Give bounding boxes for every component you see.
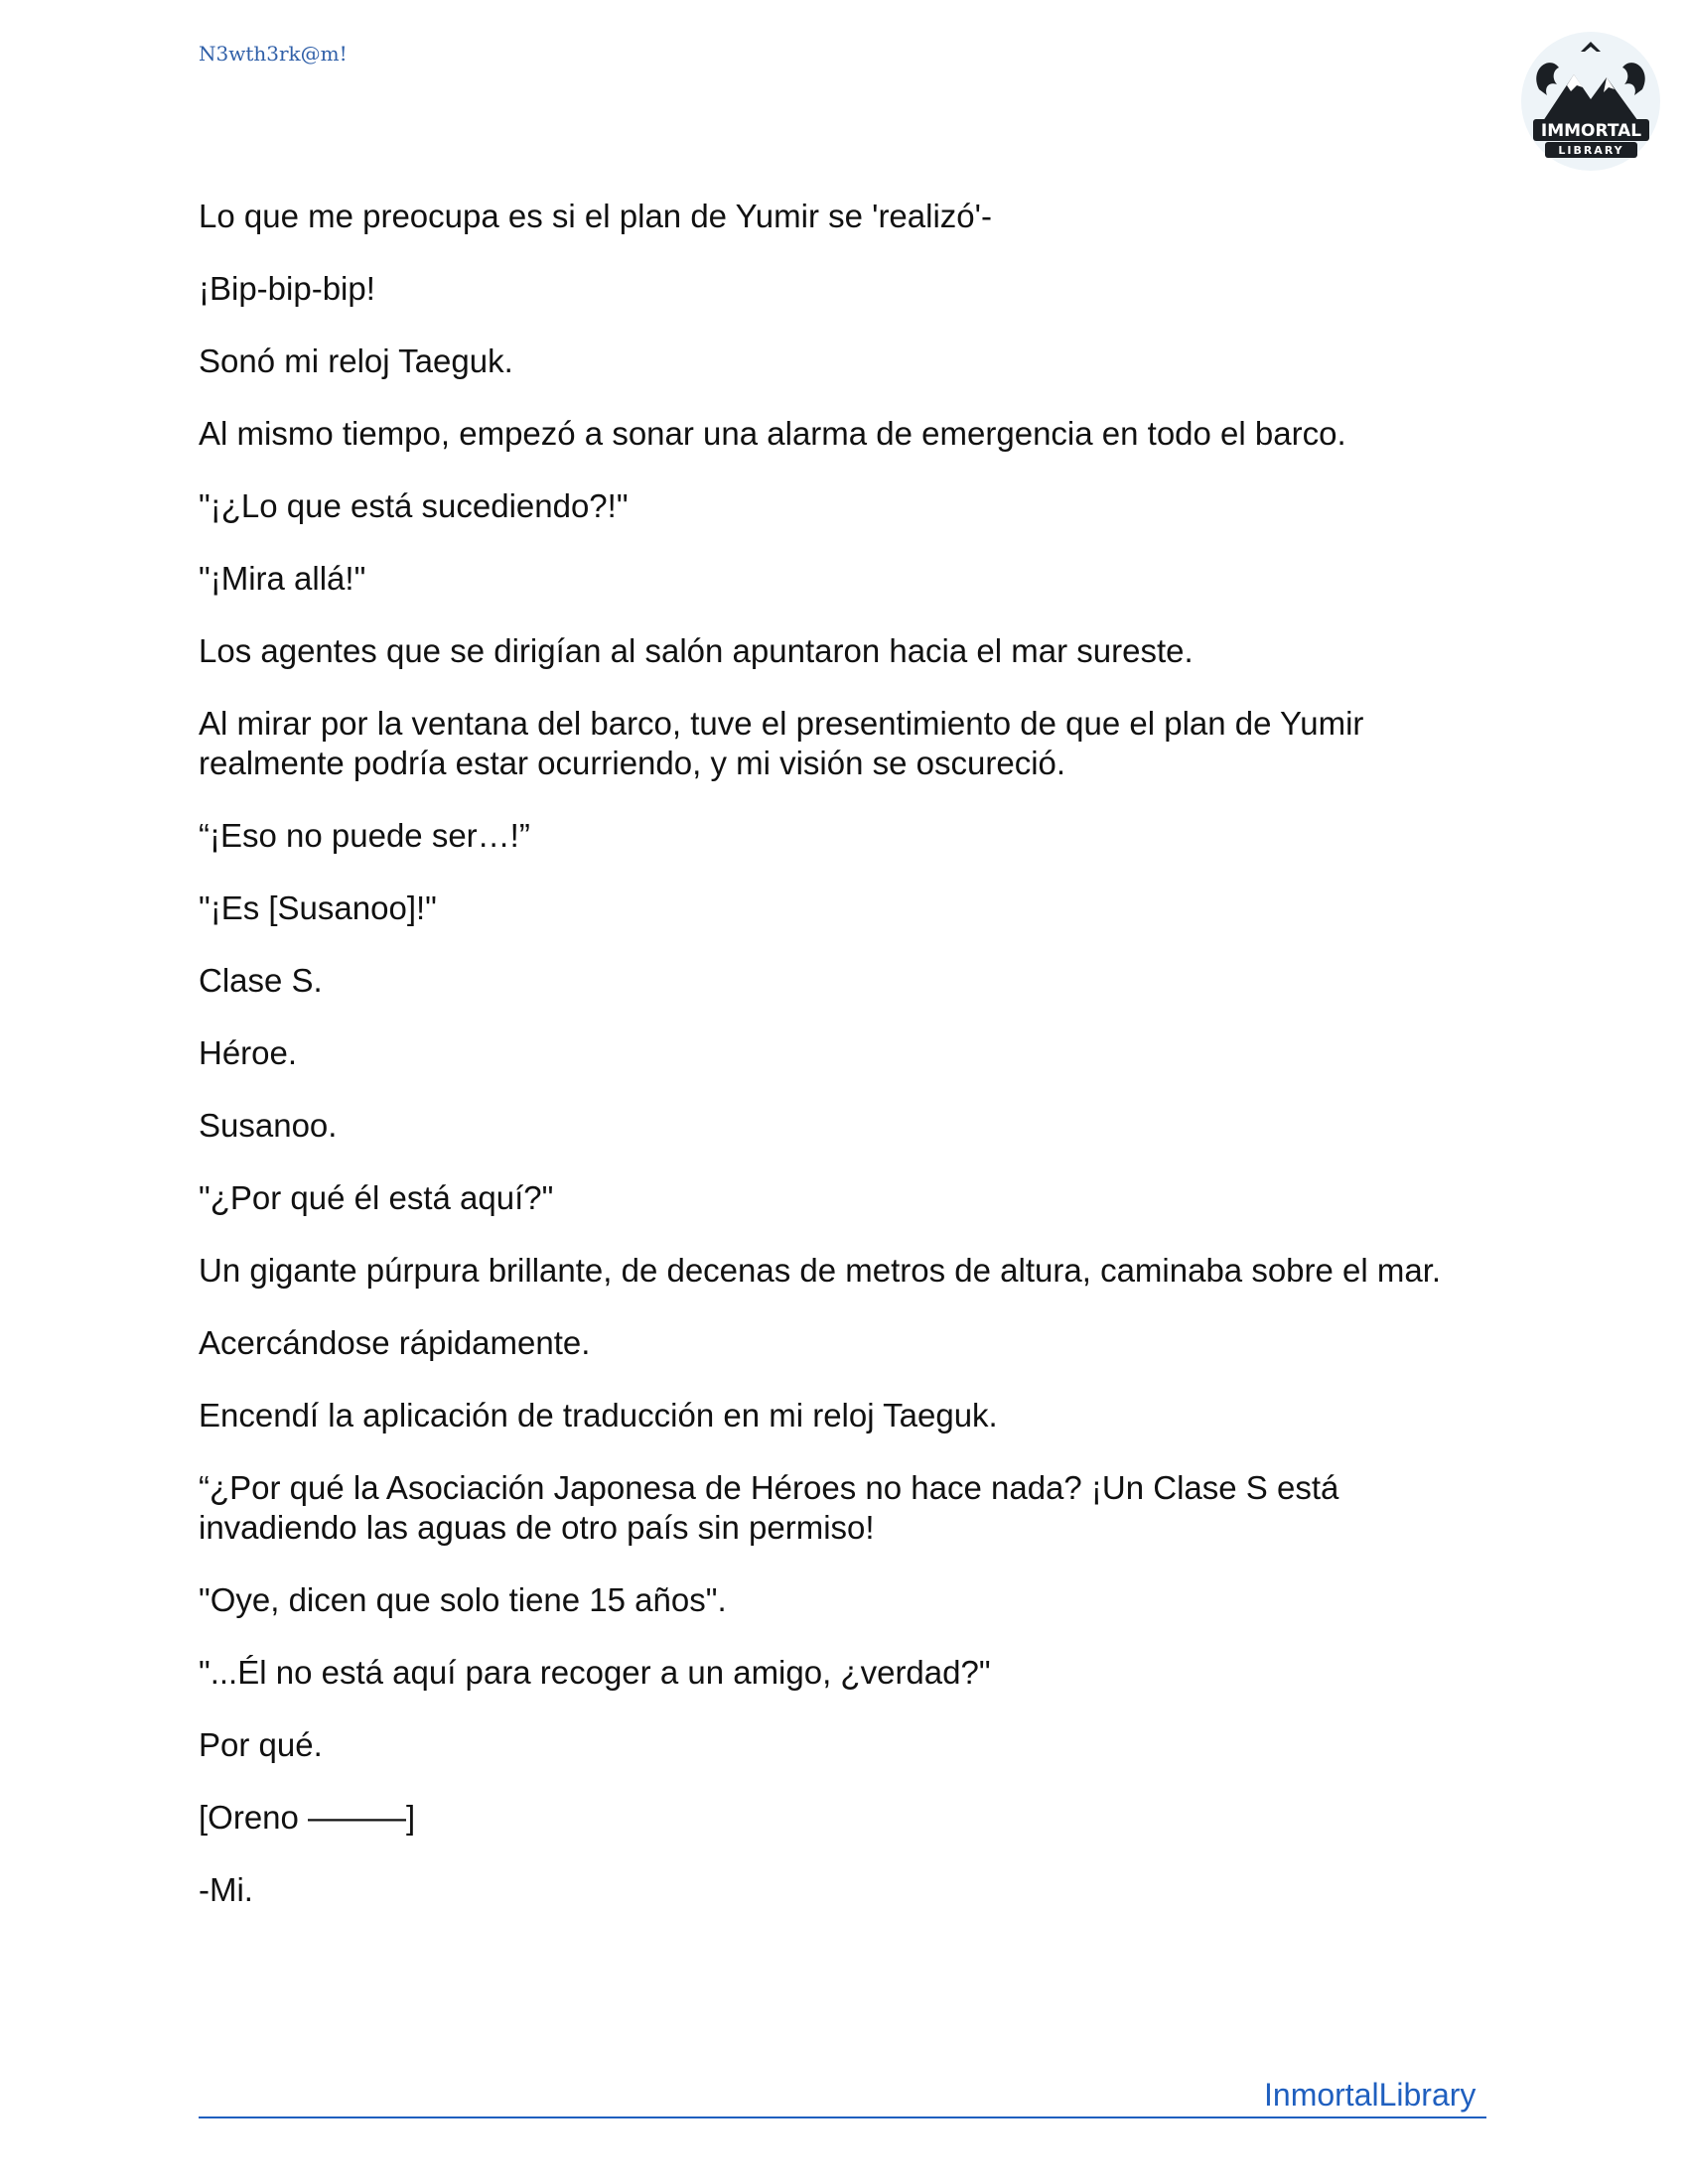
paragraph: "Oye, dicen que solo tiene 15 años".	[199, 1581, 727, 1618]
paragraph: "¡¿Lo que está sucediendo?!"	[199, 487, 629, 524]
paragraph: ¡Bip-bip-bip!	[199, 270, 375, 307]
logo-text-top: IMMORTAL	[1540, 121, 1642, 141]
paragraph: [Oreno ———]	[199, 1799, 416, 1836]
paragraph: -Mi.	[199, 1871, 253, 1908]
paragraph: Al mirar por la ventana del barco, tuve el presentimiento de que el plan de Yumir realmente podría estar ocurriendo, y mi visión se oscureció.	[199, 705, 1364, 781]
paragraph: “¡Eso no puede ser…!”	[199, 817, 530, 854]
immortal-library-logo	[1519, 30, 1663, 174]
paragraph: "¡Es [Susanoo]!"	[199, 889, 437, 926]
logo-emblem-icon	[1519, 30, 1663, 174]
paragraph: “¿Por qué la Asociación Japonesa de Héroes no hace nada? ¡Un Clase S está invadiendo las aguas de otro país sin permiso!	[199, 1469, 1339, 1546]
paragraph: Sonó mi reloj Taeguk.	[199, 342, 513, 379]
header-watermark-tag: N3wth3rk@m!	[199, 42, 348, 66]
logo-text-bottom: LIBRARY	[1558, 144, 1624, 157]
paragraph: Por qué.	[199, 1726, 323, 1763]
paragraph: Un gigante púrpura brillante, de decenas de metros de altura, caminaba sobre el mar.	[199, 1252, 1442, 1289]
footer-library-link[interactable]: InmortalLibrary	[1264, 2077, 1477, 2113]
paragraph: "¿Por qué él está aquí?"	[199, 1179, 554, 1216]
paragraph: Los agentes que se dirigían al salón apuntaron hacia el mar sureste.	[199, 632, 1194, 669]
paragraph: Al mismo tiempo, empezó a sonar una alarma de emergencia en todo el barco.	[199, 415, 1346, 452]
paragraph: Acercándose rápidamente.	[199, 1324, 591, 1361]
paragraph: "...Él no está aquí para recoger a un amigo, ¿verdad?"	[199, 1654, 991, 1691]
paragraph: "¡Mira allá!"	[199, 560, 366, 597]
paragraph: Lo que me preocupa es si el plan de Yumir se 'realizó'-	[199, 198, 992, 234]
paragraph: Susanoo.	[199, 1107, 338, 1144]
story-text	[199, 197, 1489, 1943]
paragraph: Encendí la aplicación de traducción en mi reloj Taeguk.	[199, 1397, 998, 1433]
paragraph: Clase S.	[199, 962, 323, 999]
paragraph: Héroe.	[199, 1034, 298, 1071]
footer-divider	[199, 2116, 1486, 2118]
